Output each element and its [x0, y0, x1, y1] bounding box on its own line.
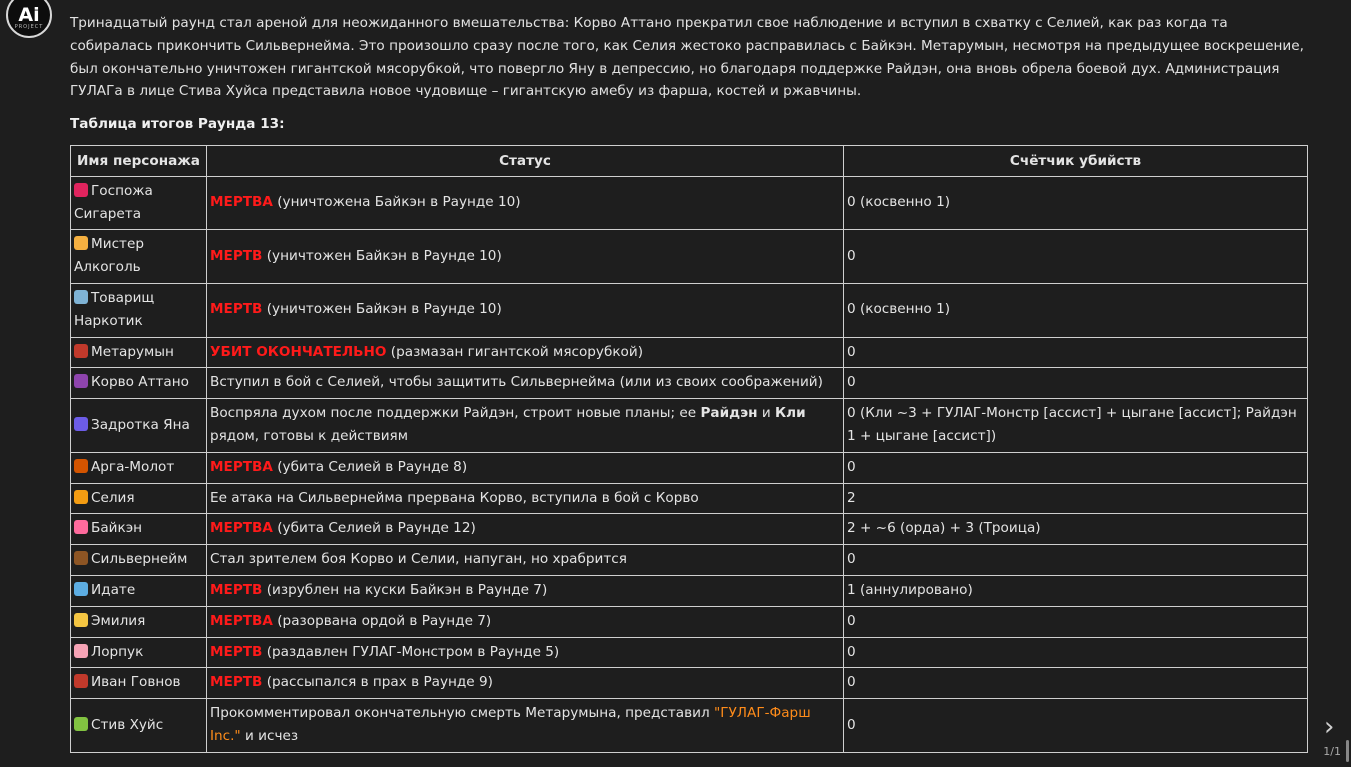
table-title: Таблица итогов Раунда 13:	[70, 116, 285, 133]
cell-name	[71, 668, 207, 699]
table-row	[71, 230, 1308, 284]
cell-status	[207, 699, 844, 753]
lips-icon	[74, 183, 88, 197]
status-text: и	[757, 405, 776, 422]
character-name: Идате	[91, 581, 136, 598]
cell-name	[71, 483, 207, 514]
results-table	[70, 145, 1308, 753]
person-icon	[74, 613, 88, 627]
death-label: УБИТ ОКОНЧАТЕЛЬНО	[210, 343, 387, 360]
cell-status	[207, 176, 844, 230]
cell-name	[71, 176, 207, 230]
status-emphasis: Райдэн	[700, 405, 758, 422]
table-row	[71, 668, 1308, 699]
cell-name	[71, 637, 207, 668]
cell-status	[207, 637, 844, 668]
character-name: Селия	[91, 489, 135, 506]
death-label: МЕРТВА	[210, 458, 273, 475]
cell-name	[71, 368, 207, 399]
death-label: МЕРТВА	[210, 194, 273, 211]
table-row	[71, 483, 1308, 514]
zombie-icon	[74, 344, 88, 358]
silhouette-icon	[74, 374, 88, 388]
table-row	[71, 176, 1308, 230]
logo-subtext: PROJECT	[14, 24, 44, 30]
header-kills: Счётчик убийств	[844, 145, 1308, 176]
header-status: Статус	[207, 145, 844, 176]
status-text: (убита Селией в Раунде 8)	[272, 458, 468, 475]
cell-kills: 0	[844, 452, 1308, 483]
character-name: Лорпук	[91, 643, 144, 660]
table-row	[71, 699, 1308, 753]
character-name: Байкэн	[91, 520, 143, 537]
status-text: Стал зрителем боя Корво и Селии, напуган, но храбрится	[210, 551, 627, 568]
status-text: рядом, готовы к действиям	[210, 427, 408, 444]
cell-name	[71, 545, 207, 576]
death-label: МЕРТВ	[210, 581, 263, 598]
cell-status	[207, 483, 844, 514]
logo-text: Ai	[18, 4, 40, 26]
cell-status	[207, 283, 844, 337]
death-label: МЕРТВА	[210, 612, 273, 629]
table-row	[71, 545, 1308, 576]
cell-kills: 2 + ~6 (орда) + 3 (Троица)	[844, 514, 1308, 545]
cell-status	[207, 368, 844, 399]
cell-name	[71, 452, 207, 483]
cell-name	[71, 337, 207, 368]
cell-kills: 0 (косвенно 1)	[844, 283, 1308, 337]
cat-icon	[74, 490, 88, 504]
status-text: (рассыпался в прах в Раунде 9)	[262, 674, 493, 691]
cell-kills: 1 (аннулировано)	[844, 575, 1308, 606]
cell-name	[71, 699, 207, 753]
character-name: Сильвернейм	[91, 551, 188, 568]
character-name: Задротка Яна	[91, 416, 190, 433]
cell-name	[71, 514, 207, 545]
status-text: Ее атака на Сильвернейма прервана Корво, вступила в бой с Корво	[210, 489, 699, 506]
status-text: (изрублен на куски Байкэн в Раунде 7)	[262, 581, 548, 598]
avatar[interactable]	[6, 0, 52, 38]
character-name: Корво Аттано	[91, 374, 189, 391]
cell-status	[207, 575, 844, 606]
table-row	[71, 514, 1308, 545]
death-label: МЕРТВ	[210, 643, 263, 660]
poop-icon	[74, 551, 88, 565]
cell-status	[207, 514, 844, 545]
table-row	[71, 368, 1308, 399]
cell-kills: 0	[844, 606, 1308, 637]
table-row	[71, 399, 1308, 453]
status-highlight: "ГУЛАГ-Фарш Inc."	[210, 705, 811, 744]
cell-status	[207, 399, 844, 453]
cell-name	[71, 575, 207, 606]
cell-status	[207, 230, 844, 284]
status-text: Прокомментировал окончательную смерть Метарумына, представил	[210, 705, 714, 722]
status-text: и исчез	[240, 727, 299, 744]
status-text: (размазан гигантской мясорубкой)	[386, 343, 644, 360]
character-name: Иван Говнов	[91, 674, 181, 691]
table-row	[71, 283, 1308, 337]
status-text: (убита Селией в Раунде 12)	[272, 520, 476, 537]
cell-status	[207, 452, 844, 483]
intro-paragraph: Тринадцатый раунд стал ареной для неожиданного вмешательства: Корво Аттано прекратил свое наблюдение и вступил в схватку с Селией, как раз когда та собиралась прикончить Сильвернейма. Это произошло сразу после того, как Селия жестоко расправилась с Байкэн. Метарумын, несмотря на предыдущее воскрешение, был окончательно уничтожен гигантской мясорубкой, что повергло Яну в депрессию, но благодаря поддержке Райдэн, она вновь обрела боевой дух. Администрация ГУЛАГа в лице Стива Хуйса представила новое чудовище – гигантскую амебу из фарша, костей и ржавчины.	[70, 15, 1304, 100]
dog-icon	[74, 459, 88, 473]
next-page-arrow-icon[interactable]: ›	[1324, 712, 1335, 742]
death-label: МЕРТВ	[210, 247, 263, 264]
cell-kills: 0	[844, 637, 1308, 668]
cell-kills: 0	[844, 668, 1308, 699]
character-name: Стив Хуйс	[91, 716, 164, 733]
beer-icon	[74, 236, 88, 250]
table-row	[71, 606, 1308, 637]
flower-icon	[74, 520, 88, 534]
message-content	[70, 12, 1310, 753]
character-name: Эмилия	[91, 612, 146, 629]
cell-kills: 0 (косвенно 1)	[844, 176, 1308, 230]
cell-name	[71, 399, 207, 453]
cell-status	[207, 337, 844, 368]
status-emphasis: Кли	[775, 405, 806, 422]
status-text: (уничтожен Байкэн в Раунде 10)	[262, 301, 502, 318]
character-name: Госпожа Сигарета	[74, 182, 153, 222]
table-row	[71, 637, 1308, 668]
cell-name	[71, 283, 207, 337]
table-header-row	[71, 145, 1308, 176]
cell-kills: 0	[844, 337, 1308, 368]
character-name: Метарумын	[91, 343, 174, 360]
cell-kills: 0 (Кли ~3 + ГУЛАГ-Монстр [ассист] + цыгане [ассист]; Райдэн 1 + цыгане [ассист])	[844, 399, 1308, 453]
cell-kills: 2	[844, 483, 1308, 514]
status-text: (разорвана ордой в Раунде 7)	[272, 612, 492, 629]
cell-kills: 0	[844, 368, 1308, 399]
cell-kills: 0	[844, 230, 1308, 284]
status-text: (уничтожен Байкэн в Раунде 10)	[262, 247, 502, 264]
death-label: МЕРТВ	[210, 301, 263, 318]
character-name: Товарищ Наркотик	[74, 289, 155, 329]
guitar-icon	[74, 674, 88, 688]
character-name: Арга-Молот	[91, 458, 175, 475]
status-text: (уничтожена Байкэн в Раунде 10)	[272, 194, 521, 211]
apple-icon	[74, 717, 88, 731]
scrollbar-thumb[interactable]	[1346, 740, 1349, 762]
face-icon	[74, 582, 88, 596]
status-text: Воспряла духом после поддержки Райдэн, строит новые планы; ее	[210, 405, 701, 422]
cell-kills: 0	[844, 699, 1308, 753]
status-text: Вступил в бой с Селией, чтобы защитить Сильвернейма (или из своих соображений)	[210, 374, 823, 391]
character-name: Мистер Алкоголь	[74, 236, 144, 276]
page-counter: 1/1	[1323, 745, 1341, 758]
pig-icon	[74, 644, 88, 658]
table-row	[71, 575, 1308, 606]
death-label: МЕРТВА	[210, 520, 273, 537]
table-row	[71, 452, 1308, 483]
cell-status	[207, 668, 844, 699]
cell-status	[207, 606, 844, 637]
gamepad-icon	[74, 417, 88, 431]
cell-name	[71, 606, 207, 637]
syringe-icon	[74, 290, 88, 304]
status-text: (раздавлен ГУЛАГ-Монстром в Раунде 5)	[262, 643, 560, 660]
death-label: МЕРТВ	[210, 674, 263, 691]
cell-status	[207, 545, 844, 576]
cell-name	[71, 230, 207, 284]
table-body	[71, 176, 1308, 752]
table-row	[71, 337, 1308, 368]
header-name: Имя персонажа	[71, 145, 207, 176]
cell-kills: 0	[844, 545, 1308, 576]
